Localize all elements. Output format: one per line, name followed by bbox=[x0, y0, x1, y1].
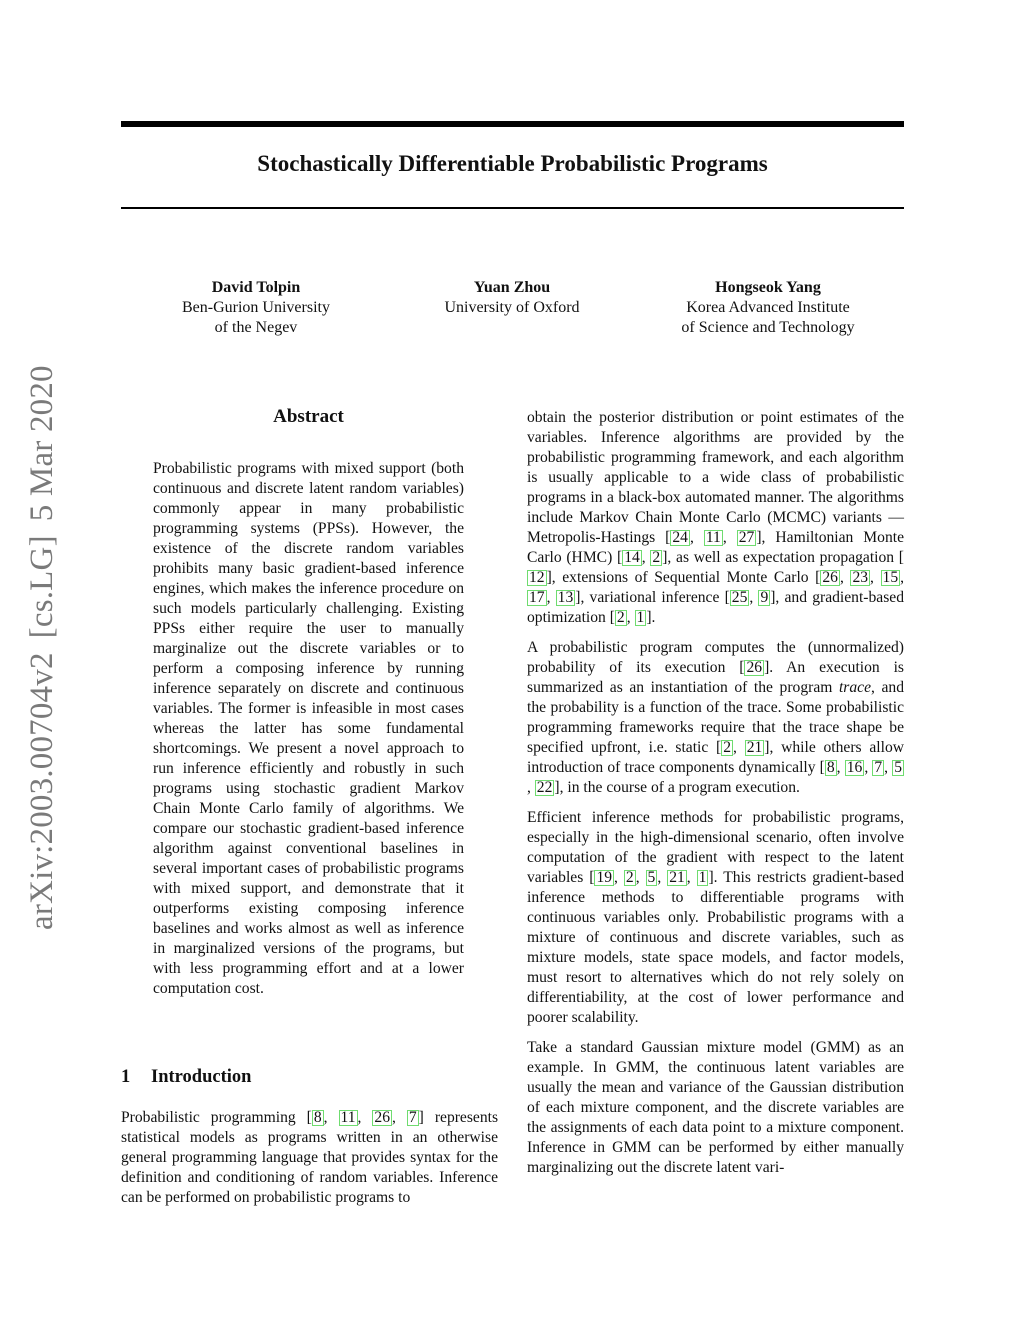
emphasis-trace: trace bbox=[838, 679, 871, 696]
citation-link[interactable]: 12 bbox=[529, 569, 545, 586]
abstract-body bbox=[153, 459, 464, 999]
section-heading-introduction bbox=[121, 1064, 501, 1090]
citation-link[interactable]: 26 bbox=[822, 569, 838, 586]
citation-link[interactable]: 11 bbox=[340, 1109, 356, 1126]
citation-link[interactable]: 9 bbox=[760, 589, 769, 606]
author-affiliation: Ben-Gurion University bbox=[182, 299, 330, 316]
citation-link[interactable]: 2 bbox=[723, 739, 732, 756]
citation-link[interactable]: 21 bbox=[669, 869, 685, 886]
citation-link[interactable]: 24 bbox=[672, 529, 688, 546]
citation-link[interactable]: 1 bbox=[698, 869, 707, 886]
citation-link[interactable]: 22 bbox=[536, 779, 553, 796]
arxiv-id: arXiv:2003.00704v2 bbox=[24, 652, 60, 930]
paragraph: obtain the posterior distribution or point estimates of the variables. Inference algorithms are provided by the probabilistic programming framework, and each algorithm is usually applicable to a wide class of probabilistic programs in a black-box automated manner. The algorithms include Markov Chain Monte Carlo (MCMC) variants — Metropolis-Hastings [ 24 , 11 , 27 ], Hamiltonian Monte Carlo (HMC) [ 14 , 2 ], as well as expectation propagation [12 ], extensions of Sequential Monte Carlo [ 26 , 23 , 15 , 17 , 13 ], variational inference [ 25 , 9 ], and gradient-based optimization [ 2 , 1 ]. bbox=[527, 409, 905, 626]
paragraph: Probabilistic programming [ 8 , 11 , 26 , 7 ] represents statistical models as programs written in an otherwise general programming language that provides syntax for the definition and conditioning of random variables. Inference can be performed on probabilistic programs to bbox=[121, 1109, 499, 1206]
citation-link[interactable]: 13 bbox=[557, 589, 574, 606]
author-affiliation: Korea Advanced Institute bbox=[686, 299, 850, 316]
paragraph: Efficient inference methods for probabilistic programs, especially in the high-dimensional scenario, often involve computation of the gradient with respect to the latent variables [ 19 , 2 , 5 , 21 , 1 ]. This restricts gradient-based inference methods to differentiable programs with continuous variables only. Probabilistic programs with a mixture of continuous and discrete variables, such as mixture models, state space models, and factor models, must resort to alternatives which do not rely solely on differentiability, at the cost of lower performance and poorer scalability. bbox=[527, 809, 905, 1026]
paragraph: Take a standard Gaussian mixture model (GMM) as an example. In GMM, the continuous latent variables are usually the mean and variance of the Gaussian distribution of each mixture component, and the discrete variables are the assignments of each data point to a mixture component. Inference in GMM can be performed by either manually marginalizing out the discrete latent vari- bbox=[527, 1039, 904, 1176]
author-affiliation: of Science and Technology bbox=[681, 319, 855, 336]
citation-link[interactable]: 8 bbox=[826, 759, 835, 776]
introduction-body bbox=[121, 1108, 498, 1208]
author-affiliation: of the Negev bbox=[214, 319, 298, 336]
author-name: David Tolpin bbox=[211, 279, 301, 296]
author-block bbox=[126, 278, 386, 338]
arxiv-date: 5 Mar 2020 bbox=[24, 365, 60, 522]
citation-link[interactable]: 1 bbox=[636, 609, 645, 626]
citation-link[interactable]: 2 bbox=[652, 549, 661, 566]
citation-link[interactable]: 11 bbox=[705, 529, 721, 546]
citation-link[interactable]: 26 bbox=[374, 1109, 390, 1126]
citation-link[interactable]: 15 bbox=[882, 569, 899, 586]
citation-link[interactable]: 2 bbox=[625, 869, 634, 886]
right-column bbox=[527, 408, 904, 1188]
author-affiliation: University of Oxford bbox=[444, 299, 580, 316]
title-rule-top bbox=[121, 121, 904, 127]
citation-link[interactable]: 5 bbox=[894, 759, 902, 776]
section-number: 1 bbox=[121, 1067, 131, 1087]
citation-link[interactable]: 21 bbox=[746, 739, 763, 756]
citation-link[interactable]: 25 bbox=[731, 589, 748, 606]
citation-link[interactable]: 7 bbox=[874, 759, 883, 776]
author-block bbox=[382, 278, 642, 318]
citation-link[interactable]: 14 bbox=[624, 549, 640, 566]
abstract-heading: Abstract bbox=[273, 406, 344, 427]
arxiv-identifier-stamp bbox=[22, 350, 62, 930]
citation-link[interactable]: 23 bbox=[852, 569, 869, 586]
paper-title: Stochastically Differentiable Probabilistic Programs bbox=[257, 151, 768, 176]
paragraph: A probabilistic program computes the (unnormalized) probability of its execution [ 26 ]. An execution is summarized as an instantiation of the program trace, and the probability is a function of the trace. Some probabilistic programming frameworks require that the trace shape be specified upfront, i.e. static [ 2 , 21 ], while others allow introduction of trace components dynamically [ 8 , 16 , 7 , 5, 22 ], in the course of a program execution. bbox=[527, 639, 905, 796]
citation-link[interactable]: 27 bbox=[738, 529, 755, 546]
abstract-text: Probabilistic programs with mixed support (both continuous and discrete latent random variables) commonly appear in many probabilistic programming systems (PPSs). However, the existence of the discrete random variables prohibits many basic gradient-based inference engines, which makes the inference procedure on such models particularly challenging. Existing PPSs either require the user to manually marginalize out the discrete variables or to perform a composing inference by running inference separately on discrete and continuous variables. The former is infeasible in most cases whereas the latter has some fundamental shortcomings. We present a novel approach to run inference efficiently and robustly in such programs using stochastic gradient Markov Chain Monte Carlo family of algorithms. We compare our stochastic gradient-based inference algorithm against conventional baselines in several important cases of probabilistic programs with mixed support, and demonstrate that it outperforms existing composing inference baselines and works almost as well as inference in marginalized versions of the programs, but with less programming effort and at a lower computation cost. bbox=[153, 460, 464, 997]
citation-link[interactable]: 2 bbox=[616, 609, 625, 626]
author-block bbox=[638, 278, 898, 338]
section-title: Introduction bbox=[151, 1067, 252, 1087]
citation-link[interactable]: 26 bbox=[746, 659, 763, 676]
citation-link[interactable]: 19 bbox=[596, 869, 613, 886]
citation-link[interactable]: 5 bbox=[647, 869, 656, 886]
arxiv-category: [cs.LG] bbox=[24, 535, 60, 639]
title-rule-bottom bbox=[121, 207, 904, 209]
citation-link[interactable]: 17 bbox=[529, 589, 545, 606]
citation-link[interactable]: 8 bbox=[313, 1109, 322, 1126]
citation-link[interactable]: 16 bbox=[846, 759, 863, 776]
author-name: Hongseok Yang bbox=[715, 279, 821, 296]
author-name: Yuan Zhou bbox=[473, 279, 551, 296]
citation-link[interactable]: 7 bbox=[408, 1109, 417, 1126]
